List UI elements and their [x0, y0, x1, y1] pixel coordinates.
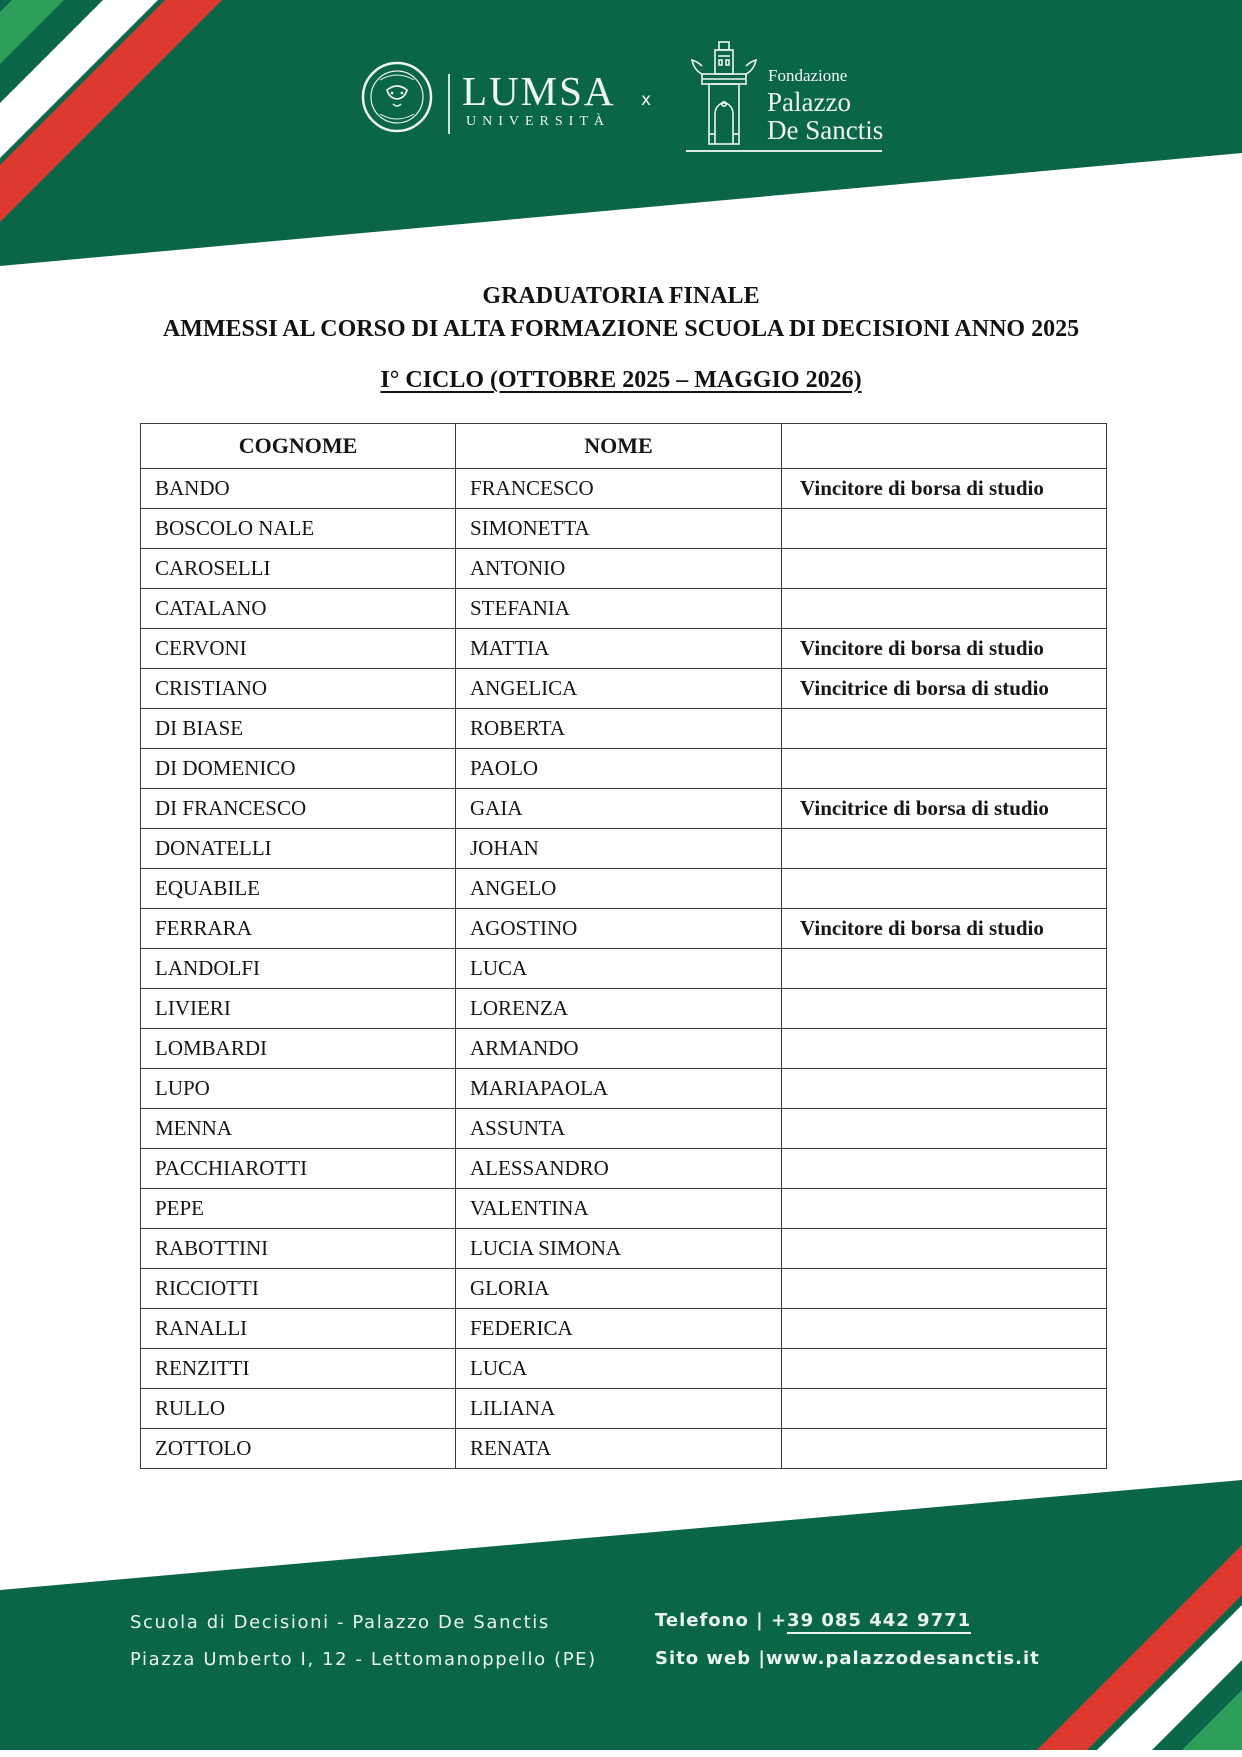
surname-cell: DI FRANCESCO [141, 789, 456, 829]
header-banner-decoration [0, 0, 1242, 300]
name-cell: RENATA [456, 1429, 782, 1469]
header-cognome: COGNOME [141, 424, 456, 469]
note-cell [782, 1109, 1107, 1149]
surname-cell: PACCHIAROTTI [141, 1149, 456, 1189]
note-cell [782, 1029, 1107, 1069]
note-cell [782, 1309, 1107, 1349]
surname-cell: LANDOLFI [141, 949, 456, 989]
note-cell [782, 1189, 1107, 1229]
surname-cell: LIVIERI [141, 989, 456, 1029]
name-cell: ANGELICA [456, 669, 782, 709]
note-cell [782, 709, 1107, 749]
table-row [141, 509, 1107, 549]
note-cell [782, 549, 1107, 589]
table-row [141, 1269, 1107, 1309]
footer-web-url: www.palazzodesanctis.it [765, 1648, 1040, 1669]
name-cell: JOHAN [456, 829, 782, 869]
note-cell: Vincitore di borsa di studio [782, 909, 1107, 949]
name-cell: LUCA [456, 949, 782, 989]
footer-address-line2: Piazza Umberto I, 12 - Lettomanoppello (PE) [130, 1649, 597, 1670]
name-cell: ALESSANDRO [456, 1149, 782, 1189]
surname-cell: BOSCOLO NALE [141, 509, 456, 549]
table-row [141, 669, 1107, 709]
surname-cell: RICCIOTTI [141, 1269, 456, 1309]
de-sanctis-label: De Sanctis [767, 115, 884, 145]
name-cell: PAOLO [456, 749, 782, 789]
table-row [141, 469, 1107, 509]
name-cell: ANTONIO [456, 549, 782, 589]
table-row [141, 829, 1107, 869]
table-body [141, 469, 1107, 1469]
table-row [141, 1309, 1107, 1349]
note-cell [782, 1229, 1107, 1269]
note-cell [782, 749, 1107, 789]
table-row [141, 1389, 1107, 1429]
note-cell [782, 1149, 1107, 1189]
surname-cell: CAROSELLI [141, 549, 456, 589]
table-row [141, 1349, 1107, 1389]
fondazione-label: Fondazione [768, 66, 848, 85]
name-cell: ASSUNTA [456, 1109, 782, 1149]
surname-cell: DI DOMENICO [141, 749, 456, 789]
table-row [141, 989, 1107, 1029]
table-row [141, 589, 1107, 629]
table-row [141, 1149, 1107, 1189]
table-header-row [141, 424, 1107, 469]
cycle-title: I° CICLO (OTTOBRE 2025 – MAGGIO 2026) [380, 367, 862, 393]
name-cell: LUCIA SIMONA [456, 1229, 782, 1269]
note-cell [782, 869, 1107, 909]
surname-cell: BANDO [141, 469, 456, 509]
note-cell [782, 589, 1107, 629]
name-cell: FRANCESCO [456, 469, 782, 509]
table-row [141, 1189, 1107, 1229]
lumsa-wordmark: LUMSA [462, 68, 616, 114]
surname-cell: LUPO [141, 1069, 456, 1109]
note-cell: Vincitrice di borsa di studio [782, 669, 1107, 709]
name-cell: GLORIA [456, 1269, 782, 1309]
note-cell [782, 949, 1107, 989]
surname-cell: EQUABILE [141, 869, 456, 909]
name-cell: AGOSTINO [456, 909, 782, 949]
table-row [141, 549, 1107, 589]
logo-divider [448, 74, 450, 134]
surname-cell: LOMBARDI [141, 1029, 456, 1069]
palazzo-tower-icon [684, 38, 764, 150]
ranking-table [140, 423, 1107, 1469]
name-cell: MATTIA [456, 629, 782, 669]
table-row [141, 1109, 1107, 1149]
name-cell: ANGELO [456, 869, 782, 909]
footer-website [655, 1648, 1040, 1669]
surname-cell: CERVONI [141, 629, 456, 669]
note-cell: Vincitore di borsa di studio [782, 469, 1107, 509]
note-cell [782, 1269, 1107, 1309]
surname-cell: RENZITTI [141, 1349, 456, 1389]
footer-address-line1: Scuola di Decisioni - Palazzo De Sanctis [130, 1612, 550, 1633]
table-row [141, 909, 1107, 949]
surname-cell: DI BIASE [141, 709, 456, 749]
name-cell: LILIANA [456, 1389, 782, 1429]
header-green-banner [0, 0, 1242, 266]
name-cell: VALENTINA [456, 1189, 782, 1229]
header-nome: NOME [456, 424, 782, 469]
surname-cell: PEPE [141, 1189, 456, 1229]
footer-phone-number: 39 085 442 9771 [787, 1610, 971, 1634]
surname-cell: FERRARA [141, 909, 456, 949]
logo-separator-x: x [641, 90, 652, 110]
table-row [141, 789, 1107, 829]
page-subtitle: AMMESSI AL CORSO DI ALTA FORMAZIONE SCUOLA DI DECISIONI ANNO 2025 [162, 316, 1080, 342]
name-cell: ROBERTA [456, 709, 782, 749]
name-cell: GAIA [456, 789, 782, 829]
surname-cell: CATALANO [141, 589, 456, 629]
palazzo-label: Palazzo [767, 87, 851, 117]
note-cell [782, 1069, 1107, 1109]
lumsa-subtitle: UNIVERSITÀ [466, 114, 610, 129]
note-cell [782, 1429, 1107, 1469]
lumsa-seal-icon [360, 60, 434, 134]
footer-phone-label: Telefono | + [655, 1610, 788, 1631]
note-cell [782, 1349, 1107, 1389]
table-row [141, 949, 1107, 989]
table-row [141, 709, 1107, 749]
footer-phone [655, 1610, 971, 1631]
note-cell [782, 989, 1107, 1029]
name-cell: LORENZA [456, 989, 782, 1029]
header-note [782, 424, 1107, 469]
note-cell: Vincitore di borsa di studio [782, 629, 1107, 669]
surname-cell: RABOTTINI [141, 1229, 456, 1269]
name-cell: MARIAPAOLA [456, 1069, 782, 1109]
table-row [141, 1229, 1107, 1269]
note-cell [782, 1389, 1107, 1429]
surname-cell: MENNA [141, 1109, 456, 1149]
surname-cell: RANALLI [141, 1309, 456, 1349]
name-cell: STEFANIA [456, 589, 782, 629]
note-cell: Vincitrice di borsa di studio [782, 789, 1107, 829]
table-row [141, 629, 1107, 669]
name-cell: SIMONETTA [456, 509, 782, 549]
table-row [141, 1069, 1107, 1109]
note-cell [782, 509, 1107, 549]
table-row [141, 1429, 1107, 1469]
note-cell [782, 829, 1107, 869]
name-cell: FEDERICA [456, 1309, 782, 1349]
name-cell: ARMANDO [456, 1029, 782, 1069]
surname-cell: CRISTIANO [141, 669, 456, 709]
surname-cell: RULLO [141, 1389, 456, 1429]
surname-cell: DONATELLI [141, 829, 456, 869]
footer-web-label: Sito web | [655, 1648, 766, 1669]
table-row [141, 749, 1107, 789]
fondazione-underline [686, 150, 882, 152]
table-row [141, 869, 1107, 909]
name-cell: LUCA [456, 1349, 782, 1389]
table-row [141, 1029, 1107, 1069]
page-title: GRADUATORIA FINALE [482, 283, 760, 309]
surname-cell: ZOTTOLO [141, 1429, 456, 1469]
